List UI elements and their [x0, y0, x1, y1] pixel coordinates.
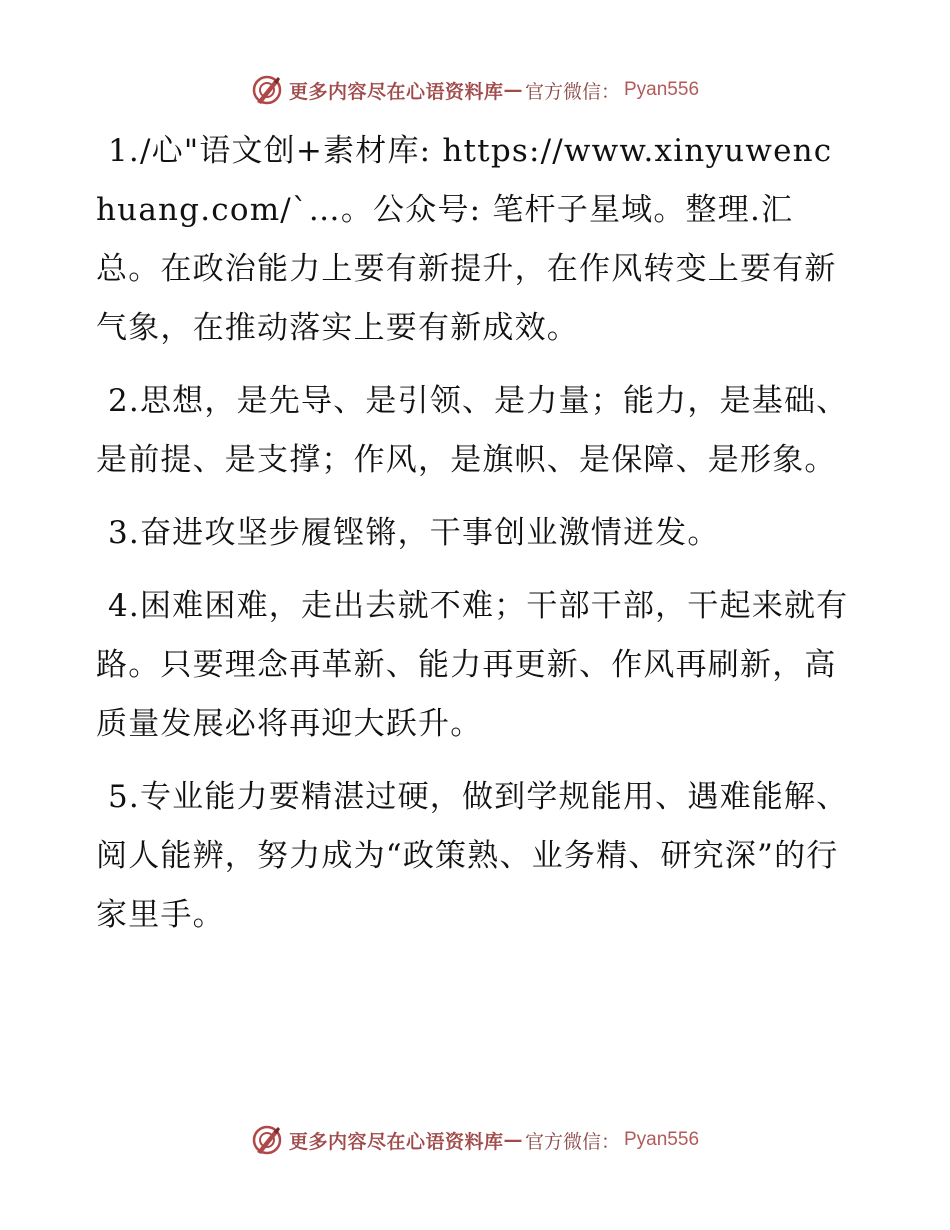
- pen-logo-icon: [251, 74, 283, 106]
- paragraph-1: [96, 122, 852, 358]
- paragraph-number: 5.: [108, 779, 140, 815]
- document-body: [96, 122, 852, 959]
- brand-text: 更多内容尽在心语资料库: [288, 1130, 504, 1153]
- paragraph-text: 专业能力要精湛过硬，做到学规能用、遇难能解、阅人能辨，努力成为“政策熟、业务精、研究深”的行家里手。: [96, 779, 849, 933]
- paragraph-4: [96, 577, 852, 754]
- footer-watermark: [0, 1120, 950, 1160]
- paragraph-number: 4.: [108, 588, 140, 624]
- brand-separator: —: [503, 1129, 523, 1151]
- paragraph-text: 奋进攻坚步履铿锵，干事创业激情迸发。: [139, 515, 720, 551]
- brand-separator: —: [503, 79, 523, 101]
- pen-logo-icon: [251, 1124, 283, 1156]
- paragraph-2: [96, 372, 852, 490]
- header-watermark: [0, 70, 950, 110]
- paragraph-3: [96, 504, 852, 563]
- wechat-id: Pyan556: [624, 1129, 700, 1150]
- wechat-label: 官方微信：: [524, 80, 620, 103]
- paragraph-text: 困难困难，走出去就不难；干部干部，干起来就有路。只要理念再革新、能力再更新、作风再刷新，高质量发展必将再迎大跃升。: [96, 588, 849, 742]
- paragraph-5: [96, 768, 852, 945]
- brand-text: 更多内容尽在心语资料库: [288, 80, 504, 103]
- paragraph-number: 3.: [108, 515, 140, 551]
- paragraph-number: 2.: [108, 383, 140, 419]
- wechat-id: Pyan556: [624, 79, 700, 100]
- paragraph-text: 思想，是先导、是引领、是力量；能力，是基础、是前提、是支撑；作风，是旗帜、是保障、是形象。: [96, 383, 849, 478]
- paragraph-text: /心"语文创+素材库: https://www.xinyuwenchuang.com/`…。公众号: 笔杆子星域。整理.汇总。在政治能力上要有新提升，在作风转变上要有新气象，在推动落实上要有新成效。: [96, 133, 837, 346]
- paragraph-number: 1.: [108, 133, 140, 169]
- wechat-label: 官方微信：: [524, 1130, 620, 1153]
